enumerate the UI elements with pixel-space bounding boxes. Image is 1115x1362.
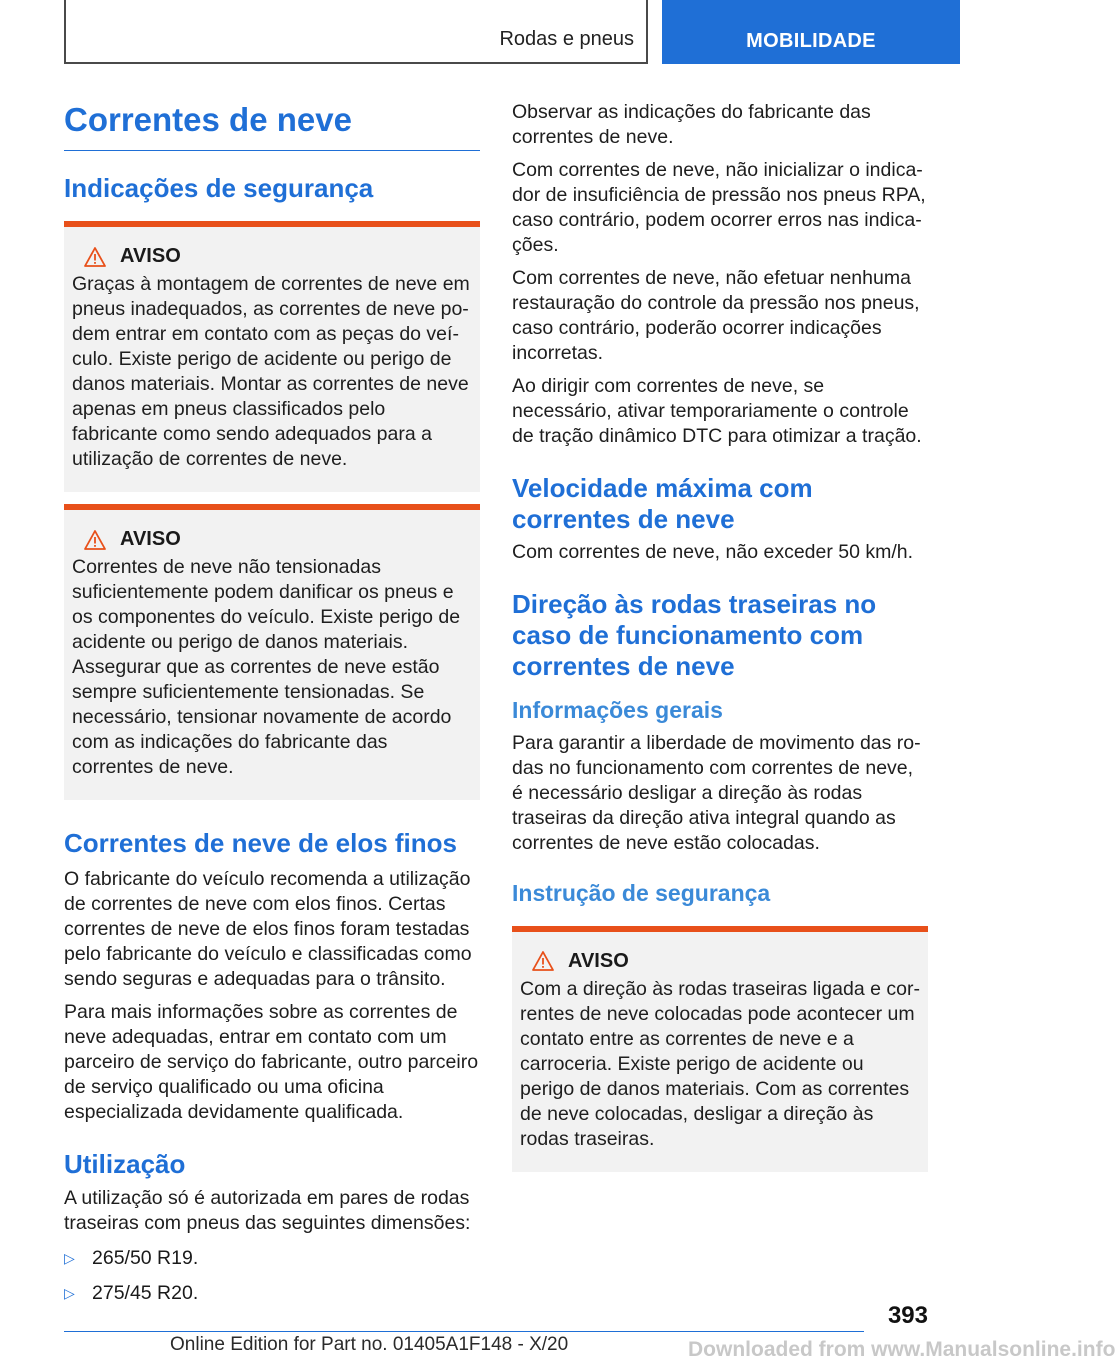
paragraph-pressure: Com correntes de neve, não efetuar nenhuma restauração do controle da pressão nos pneus, caso contrário, poderão ocorrer indicações incorretas. (512, 267, 920, 364)
footer-divider (64, 1331, 864, 1332)
general-info-paragraph: Para garantir a liberdade de movimento das rodas no funcionamento com correntes de neve, é necessário desligar a direção às rodas traseiras da direção ativa integral quando as correntes de neve estão colocadas. (512, 731, 921, 854)
warning-triangle-icon (84, 530, 106, 550)
tire-size: 265/50 R19. (92, 1246, 199, 1269)
chapter-label: MOBILIDADE (746, 29, 876, 52)
general-info-heading: Informações gerais (512, 697, 723, 724)
warning-label: AVISO (120, 245, 181, 268)
edition-note: Online Edition for Part no. 01405A1F148 - X/20 (170, 1334, 569, 1355)
max-speed-paragraph: Com correntes de neve, não exceder 50 km/h. (512, 541, 914, 564)
download-watermark: Downloaded from www.Manualsonline.info (688, 1338, 1115, 1361)
list-item (64, 1281, 480, 1306)
fine-chains-paragraph-2: Para mais informações sobre as correntes de neve adequadas, entrar em contato com um parceiro de serviço do fabricante, outro parceiro de serviço qualificado ou uma oficina especializada devidamente qualificada. (64, 1000, 479, 1123)
warning-triangle-icon (532, 951, 554, 971)
usage-heading: Utilização (64, 1148, 186, 1179)
page-number: 393 (887, 1302, 928, 1329)
warning-triangle-icon (84, 247, 106, 267)
left-column (64, 100, 480, 1306)
tire-size: 275/45 R20. (92, 1281, 199, 1304)
warning-box-1 (64, 221, 480, 492)
fine-chains-paragraph-1: O fabricante do veículo recomenda a utilização de correntes de neve com elos finos. Certas correntes de neve de elos finos foram testadas pelo fabricante do veículo e classificadas como sendo seguras e adequadas para o trânsito. (64, 867, 472, 990)
warning-box-2 (64, 504, 480, 800)
paragraph-rpa: Com correntes de neve, não inicializar o indicador de insuficiência de pressão nos pneus RPA, caso contrário, podem ocorrer erros nas indicações. (512, 159, 926, 256)
bullet-triangle-icon: ▷ (64, 1249, 75, 1266)
safety-heading: Indicações de segurança (64, 172, 374, 203)
fine-chains-heading: Correntes de neve de elos finos (64, 828, 458, 859)
right-column (512, 100, 928, 1172)
rear-steering-heading: Direção às rodas traseiras no caso de funcionamento com correntes de neve (512, 589, 877, 681)
warning-text: Com a direção às rodas traseiras ligada e correntes de neve colocadas pode acontecer um contato entre as correntes de neve e a carroceria. Existe perigo de acidente ou perigo de danos materiais. Com as correntes de neve colocadas, desligar a direção às rodas traseiras. (520, 977, 920, 1150)
warning-box-3 (512, 926, 928, 1172)
header-frame (64, 0, 648, 64)
page-title: Correntes de neve (64, 100, 480, 151)
usage-paragraph: A utilização só é autorizada em pares de rodas traseiras com pneus das seguintes dimensões: (64, 1186, 471, 1234)
paragraph-dtc: Ao dirigir com correntes de neve, se necessário, ativar temporariamente o controle de tração dinâmico DTC para otimizar a tração. (512, 375, 922, 447)
safety-instruction-heading: Instrução de segurança (512, 879, 771, 906)
chapter-tab[interactable] (662, 0, 960, 64)
list-item (64, 1246, 480, 1271)
warning-label: AVISO (568, 949, 629, 972)
bullet-triangle-icon: ▷ (64, 1284, 75, 1301)
warning-text: Correntes de neve não tensionadas suficientemente podem danificar os pneus e os componentes do veículo. Existe perigo de acidente ou perigo de danos materiais. Assegurar que as correntes de neve estão sempre suficientemente tensionadas. Se necessário, tensionar novamente de acordo com as indicações do fabricante das correntes de neve. (72, 556, 461, 779)
warning-label: AVISO (120, 528, 181, 551)
paragraph-manufacturer: Observar as indicações do fabricante das correntes de neve. (512, 101, 871, 148)
tire-size-list (64, 1246, 480, 1306)
warning-text: Graças à montagem de correntes de neve em pneus inadequados, as correntes de neve podem entrar em contato com as peças do veículo. Existe perigo de acidente ou perigo de danos materiais. Montar as correntes de neve apenas em pneus classificados pelo fabricante como sendo adequados para a utilização de correntes de neve. (72, 273, 470, 471)
max-speed-heading: Velocidade máxima com correntes de neve (512, 473, 813, 534)
section-title: Rodas e pneus (499, 28, 634, 50)
